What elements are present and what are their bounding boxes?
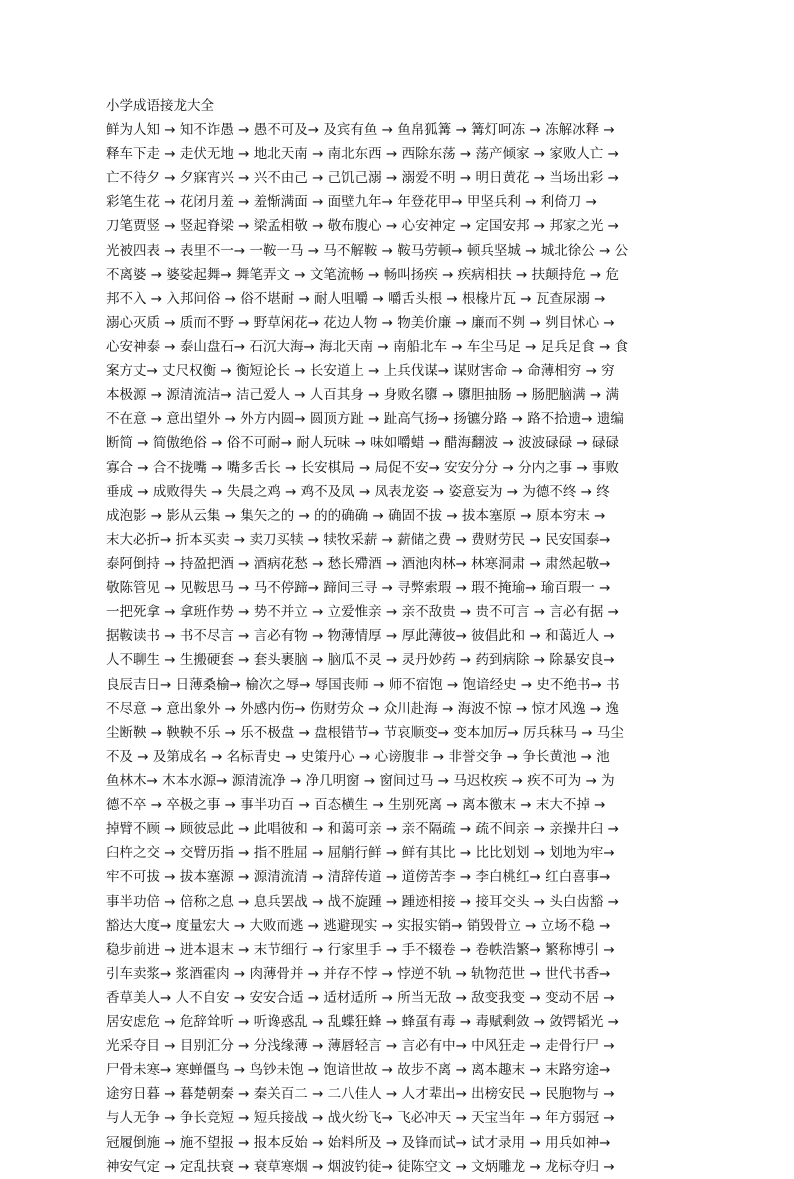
text-line: 释车下走 → 走伏无地 → 地北天南 → 南北东西 → 西除东荡 → 荡产倾家 → 家败人亡 →	[106, 146, 619, 163]
text-line: 豁达大度→ 度量宏大 → 大败而逃 → 逃避现实 → 实报实销→ 销毁骨立 → 立场不稳 →	[106, 917, 611, 934]
text-line: 寡合 → 合不拢嘴 → 嘴多舌长 → 长安棋局 → 局促不安→ 安安分分 → 分内之事 → 事败	[106, 459, 619, 476]
text-line: 彩笔生花 → 花闭月羞 → 羞惭满面 → 面壁九年→ 年登花甲→ 甲坚兵利 → 利倚刀 →	[106, 194, 597, 211]
text-line: 断简 → 简傲绝俗 → 俗不可耐→ 耐人玩味 → 味如嚼蜡 → 醋海翻波 → 波波碌碌 → 碌碌	[106, 435, 619, 452]
text-line: 心安神泰 → 泰山盘石→ 石沉大海→ 海北天南 → 南船北车 → 车尘马足 → 足兵足食 → 食	[106, 338, 629, 355]
text-line: 据鞍读书 → 书不尽言 → 言必有物 → 物薄情厚 → 厚此薄彼→ 彼倡此和 → 和蔼近人 →	[106, 628, 615, 645]
text-line: 成泡影 → 影从云集 → 集矢之的 → 的的确确 → 确固不拔 → 拔本塞原 → 原本穷末 →	[106, 507, 606, 524]
text-line: 居安虑危 → 危辞耸听 → 听谗惑乱 → 乱蝶狂蜂 → 蜂虿有毒 → 毒赋剩敛 → 敛锷韬光 →	[106, 1014, 619, 1031]
text-line: 末大必折→ 折本买卖 → 卖刀买犊 → 犊牧采薪 → 薪储之费 → 费财劳民 → 民安国泰→	[106, 531, 611, 548]
text-line: 不及 → 及第成名 → 名标青史 → 史策丹心 → 心谤腹非 → 非誉交争 → 争长黄池 → 池	[106, 748, 610, 765]
text-line: 尘断鞅 → 鞅鞅不乐 → 乐不极盘 → 盘根错节→ 节哀顺变→ 变本加厉→ 厉兵秣马 → 马尘	[106, 724, 624, 741]
text-line: 垂成 → 成败得失 → 失晨之鸡 → 鸡不及凤 → 凤表龙姿 → 姿意妄为 → 为德不终 → 终	[106, 483, 610, 500]
text-line: 刀笔贾竖 → 竖起脊梁 → 梁孟相敬 → 敬布腹心 → 心安神定 → 定国安邦 → 邦家之光 →	[106, 218, 619, 235]
text-line: 掉臂不顾 → 顾彼忌此 → 此唱彼和 → 和蔼可亲 → 亲不隔疏 → 疏不间亲 → 亲操井臼 →	[106, 821, 619, 838]
text-line: 泰阿倒持 → 持盈把酒 → 酒病花愁 → 愁长殢酒 → 酒池肉林→ 林寒洞肃 → 肃然起敬→	[106, 555, 611, 572]
text-line: 鱼林木→ 木本水源→ 源清流净 → 净几明窗 → 窗间过马 → 马迟枚疾 → 疾不可为 → 为	[106, 772, 615, 789]
text-line: 光被四表 → 表里不一→ 一鞍一马 → 马不解鞍 → 鞍马劳顿→ 顿兵坚城 → 城北徐公 → 公	[106, 242, 629, 259]
text-line: 稳步前进 → 进本退末 → 末节细行 → 行家里手 → 手不辍卷 → 卷帙浩繁→ 繁称博引 →	[106, 941, 615, 958]
text-line: 一把死拿 → 拿班作势 → 势不并立 → 立爱惟亲 → 亲不敌贵 → 贵不可言 → 言必有据 →	[106, 604, 619, 621]
text-line: 良辰吉日→ 日薄桑榆→ 榆次之辱→ 辱国丧师 → 师不宿饱 → 饱谙经史 → 史不绝书→ 书	[106, 676, 620, 693]
text-line: 冠履倒施 → 施不望报 → 报本反始 → 始料所及 → 及锋而试→ 试才录用 → 用兵如神→	[106, 1134, 611, 1151]
text-line: 案方丈→ 丈尺权衡 → 衡短论长 → 长安道上 → 上兵伐谋→ 谋财害命 → 命薄相穷 → 穷	[106, 363, 615, 380]
document-title: 小学成语接龙大全	[106, 98, 214, 114]
text-line: 本极源 → 源清流洁→ 洁己爱人 → 人百其身 → 身败名隳 → 隳胆抽肠 → 肠肥脑满 → 满	[106, 387, 619, 404]
text-line: 人不聊生 → 生搬硬套 → 套头裹脑 → 脑瓜不灵 → 灵丹妙药 → 药到病除 → 除暴安良→	[106, 652, 615, 669]
idiom-chain-body	[106, 118, 692, 1179]
text-line: 神安气定 → 定乱扶衰 → 衰草寒烟 → 烟波钓徒→ 徒陈空文 → 文炳雕龙 → 龙标夺归 →	[106, 1158, 615, 1175]
text-line: 香草美人→ 人不自安 → 安安合适 → 适材适所 → 所当无敌 → 敌变我变 → 变动不居 →	[106, 989, 615, 1006]
text-line: 途穷日暮 → 暮楚朝秦 → 秦关百二 → 二八佳人 → 人才辈出→ 出榜安民 → 民胞物与 →	[106, 1086, 615, 1103]
text-line: 光采夺目 → 目别汇分 → 分浅缘薄 → 薄唇轻言 → 言必有中→ 中风狂走 → 走骨行尸 →	[106, 1038, 615, 1055]
text-line: 事半功倍 → 倍称之息 → 息兵罢战 → 战不旋踵 → 踵迹相接 → 接耳交头 → 头白齿豁 →	[106, 893, 619, 910]
text-line: 不离婆 → 婆娑起舞→ 舞笔弄文 → 文笔流畅 → 畅叫扬疾 → 疾病相扶 → 扶颠持危 → 危	[106, 266, 619, 283]
text-line: 不尽意 → 意出象外 → 外感内伤→ 伤财劳众 → 众川赴海 → 海波不惊 → 惊才风逸 → 逸	[106, 700, 619, 717]
text-line: 臼杵之交 → 交臂历指 → 指不胜屈 → 屈艄行鲜 → 鲜有其比 → 比比划划 → 划地为牢→	[106, 845, 615, 862]
text-line: 尸骨未寒→ 寒蝉僵鸟 → 鸟钞未饱 → 饱谙世故 → 故步不离 → 离本趣末 → 末路穷途→	[106, 1062, 611, 1079]
text-line: 鲜为人知 → 知不诈愚 → 愚不可及→ 及宾有鱼 → 鱼帛狐篝 → 篝灯呵冻 → 冻解冰释 →	[106, 122, 615, 138]
text-line: 敬陈管见 → 见鞍思马 → 马不停蹄→ 蹄间三寻 → 寻弊索瑕 → 瑕不掩瑜→ 瑜百瑕一 →	[106, 580, 611, 597]
text-line: 邦不入 → 入邦问俗 → 俗不堪耐 → 耐人咀嚼 → 嚼舌头根 → 根椽片瓦 → 瓦查尿溺 →	[106, 290, 606, 307]
text-line: 不在意 → 意出望外 → 外方内圆→ 圆顶方趾 → 趾高气扬→ 扬镳分路 → 路不拾遗→ 遗编	[106, 411, 624, 428]
text-line: 牢不可拔 → 拔本塞源 → 源清流清 → 清辞传道 → 道傍苦李 → 李白桃红→ 红白喜事→	[106, 869, 611, 886]
text-line: 引车卖浆→ 浆酒霍肉 → 肉薄骨并 → 并存不悖 → 悖逆不轨 → 轨物范世 → 世代书香→	[106, 965, 611, 982]
text-line: 亡不待夕 → 夕寐宵兴 → 兴不由己 → 己饥己溺 → 溺爱不明 → 明日黄花 → 当场出彩 →	[106, 170, 619, 187]
text-line: 溺心灭质 → 质而不野 → 野草闲花→ 花边人物 → 物美价廉 → 廉而不刿 → 刿目怵心 →	[106, 314, 615, 331]
text-line: 德不卒 → 卒极之事 → 事半功百 → 百态横生 → 生别死离 → 离本徼末 → 末大不掉 →	[106, 797, 606, 814]
text-line: 与人无争 → 争长竞短 → 短兵接战 → 战火纷飞→ 飞必冲天 → 天宝当年 → 年方弱冠 →	[106, 1110, 615, 1127]
